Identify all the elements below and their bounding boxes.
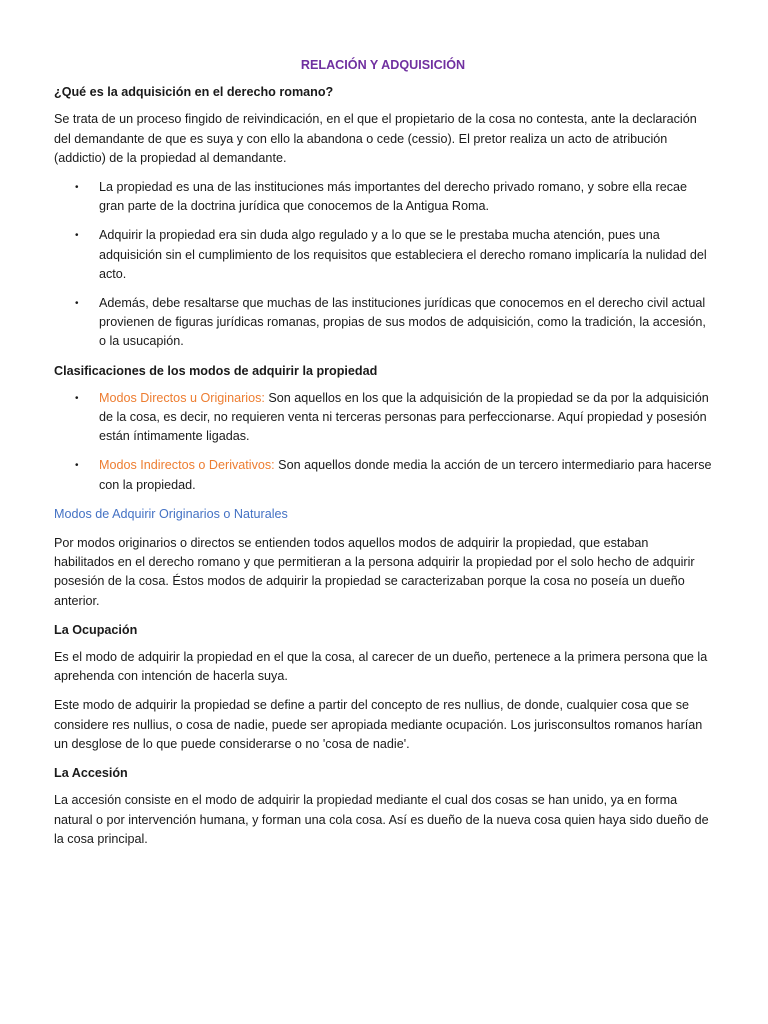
bullet-list-modos (54, 389, 712, 495)
bullet-icon: • (75, 460, 79, 472)
list-item (54, 456, 712, 494)
list-item (54, 226, 712, 284)
document-title: RELACIÓN Y ADQUISICIÓN (300, 58, 466, 72)
question-heading: ¿Qué es la adquisición en el derecho romano? (54, 85, 334, 100)
term-label: Modos Indirectos o Derivativos: (99, 458, 275, 473)
term-label: Modos Directos u Originarios: (99, 390, 265, 405)
list-item (54, 389, 712, 447)
bullet-icon: • (75, 298, 79, 310)
list-item-text: Son aquellos en los que la adquisición de la propiedad se da por la adquisición de la cosa, es decir, no requieren venta ni terceras personas para perfeccionarse. Aquí propiedad y posesión están íntimamente ligadas. (99, 390, 709, 444)
accesion-heading: La Accesión (54, 766, 128, 781)
bullet-icon: • (75, 392, 79, 404)
bullet-icon: • (75, 182, 79, 194)
list-item-text: La propiedad es una de las instituciones más importantes del derecho privado romano, y sobre ella recae gran parte de la doctrina jurídica que conocemos de la Antigua Roma. (99, 180, 688, 214)
list-item (54, 294, 712, 352)
section-heading-originarios: Modos de Adquirir Originarios o Naturales (54, 506, 288, 521)
ocupacion-paragraph-2: Este modo de adquirir la propiedad se define a partir del concepto de res nullius, de donde, cualquier cosa que se considere res nullius, o cosa de nadie, puede ser apropiada mediante ocupación. Los jurisconsultos romanos harían un desglose de lo que puede considerarse o no 'cosa de nadie'. (54, 698, 703, 751)
classification-heading: Clasificaciones de los modos de adquirir la propiedad (54, 363, 378, 378)
ocupacion-heading: La Ocupación (54, 622, 138, 637)
intro-paragraph: Se trata de un proceso fingido de reivindicación, en el que el propietario de la cosa no contesta, ante la declaración del demandante de que es suya y con ello la abandona o cede (cessio). El pretor realiza un acto de atribución (addictio) de la propiedad al demandante. (54, 112, 697, 165)
ocupacion-paragraph-1: Es el modo de adquirir la propiedad en el que la cosa, al carecer de un dueño, pertenece a la primera persona que la aprehenda con intención de hacerla suya. (54, 650, 708, 684)
accesion-paragraph: La accesión consiste en el modo de adquirir la propiedad mediante el cual dos cosas se han unido, ya en forma natural o por intervención humana, y forman una cola cosa. Así es dueño de la nueva cosa quien haya sido dueño de la cosa principal. (54, 793, 709, 846)
bullet-icon: • (75, 230, 79, 242)
originarios-paragraph: Por modos originarios o directos se entienden todos aquellos modos de adquirir la propiedad, que estaban habilitados en el derecho romano y que permitieran a la persona adquirir la propiedad por el solo hecho de adquirir posesión de la cosa. Éstos modos de adquirir la propiedad se caracterizaban porque la cosa no poseía un dueño anterior. (54, 536, 695, 608)
bullet-list-propiedad (54, 178, 712, 352)
list-item-text: Son aquellos donde media la acción de un tercero intermediario para hacerse con la propiedad. (99, 458, 712, 492)
list-item-text: Adquirir la propiedad era sin duda algo regulado y a lo que se le prestaba mucha atención, pues una adquisición sin el cumplimiento de los requisitos que estableciera el derecho romano implicaría la nulidad del acto. (99, 228, 707, 281)
list-item (54, 178, 712, 216)
list-item-text: Además, debe resaltarse que muchas de las instituciones jurídicas que conocemos en el derecho civil actual provienen de figuras jurídicas romanas, propias de sus modos de adquisición, como la tradición, la accesión, o la usucapión. (99, 296, 706, 349)
